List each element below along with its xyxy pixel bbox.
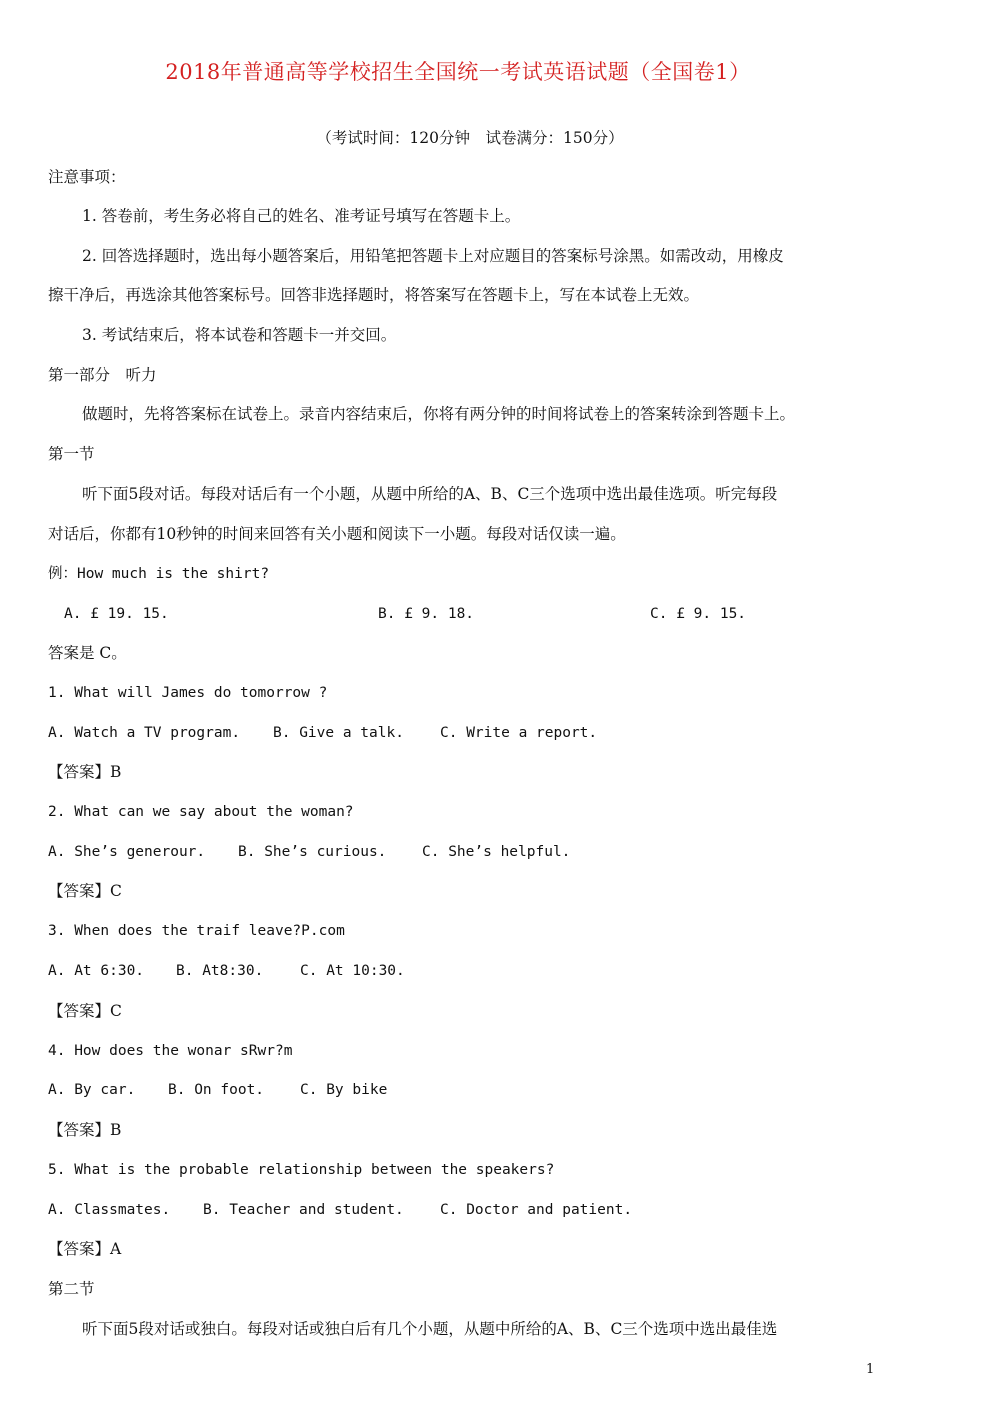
question-5: 5. What is the probable relationship between the speakers? — [48, 1162, 555, 1178]
question-3-option-c: C. At 10:30. — [300, 963, 405, 979]
question-3: 3. When does the traif leave?P.com — [48, 923, 345, 939]
question-1: 1. What will James do tomorrow ? — [48, 685, 328, 701]
question-3-option-a: A. At 6:30. — [48, 963, 145, 979]
note-item-1: 1. 答卷前，考生务必将自己的姓名、准考证号填写在答题卡上。 — [82, 207, 521, 225]
question-1-option-c: C. Write a report. — [440, 725, 598, 741]
question-5-answer: 【答案】A — [48, 1240, 122, 1258]
part1-heading: 第一部分 听力 — [48, 366, 157, 384]
question-1-option-a: A. Watch a TV program. — [48, 725, 241, 741]
question-5-option-a: A. Classmates. — [48, 1202, 171, 1218]
section2-heading: 第二节 — [48, 1280, 95, 1298]
exam-title: 2018年普通高等学校招生全国统一考试英语试题（全国卷1） — [165, 60, 751, 84]
example-question: 例：How much is the shirt? — [48, 566, 270, 582]
note-item-2-line-1: 2. 回答选择题时，选出每小题答案后，用铅笔把答题卡上对应题目的答案标号涂黑。如需改动，用橡皮 — [82, 247, 784, 265]
question-4-option-a: A. By car. — [48, 1082, 136, 1098]
question-2-option-b: B. She’s curious. — [238, 844, 387, 860]
question-3-answer: 【答案】C — [48, 1002, 122, 1020]
section1-heading: 第一节 — [48, 445, 95, 463]
notes-heading: 注意事项： — [48, 168, 126, 186]
section1-intro-line-1: 听下面5段对话。每段对话后有一个小题，从题中所给的A、B、C三个选项中选出最佳选项。听完每段 — [82, 485, 778, 503]
question-1-option-b: B. Give a talk. — [273, 725, 404, 741]
note-item-2-line-2: 擦干净后，再选涂其他答案标号。回答非选择题时，将答案写在答题卡上，写在本试卷上无效。 — [48, 286, 700, 304]
example-option-c: C. £ 9. 15. — [650, 606, 747, 622]
page-number: 1 — [866, 1362, 875, 1377]
question-2-option-c: C. She’s helpful. — [422, 844, 571, 860]
example-answer: 答案是 C。 — [48, 644, 127, 662]
question-4-option-b: B. On foot. — [168, 1082, 265, 1098]
question-4-option-c: C. By bike — [300, 1082, 388, 1098]
question-1-answer: 【答案】B — [48, 763, 122, 781]
question-2-option-a: A. She’s generour. — [48, 844, 206, 860]
question-4-answer: 【答案】B — [48, 1121, 122, 1139]
question-2-answer: 【答案】C — [48, 882, 122, 900]
question-5-option-b: B. Teacher and student. — [203, 1202, 404, 1218]
question-3-option-b: B. At8:30. — [176, 963, 264, 979]
example-option-a: A. £ 19. 15. — [64, 606, 169, 622]
section1-intro-line-2: 对话后，你都有10秒钟的时间来回答有关小题和阅读下一小题。每段对话仅读一遍。 — [48, 525, 626, 543]
example-option-b: B. £ 9. 18. — [378, 606, 475, 622]
question-2: 2. What can we say about the woman? — [48, 804, 354, 820]
exam-subtitle: （考试时间：120分钟 试卷满分：150分） — [316, 129, 624, 147]
part1-instruction: 做题时，先将答案标在试卷上。录音内容结束后，你将有两分钟的时间将试卷上的答案转涂到答题卡上。 — [82, 405, 796, 423]
question-4: 4. How does the wonar sRwr?m — [48, 1043, 293, 1059]
section2-intro-line-1: 听下面5段对话或独白。每段对话或独白后有几个小题，从题中所给的A、B、C三个选项中选出最佳选 — [82, 1320, 778, 1338]
question-5-option-c: C. Doctor and patient. — [440, 1202, 633, 1218]
note-item-3: 3. 考试结束后，将本试卷和答题卡一并交回。 — [82, 326, 397, 344]
